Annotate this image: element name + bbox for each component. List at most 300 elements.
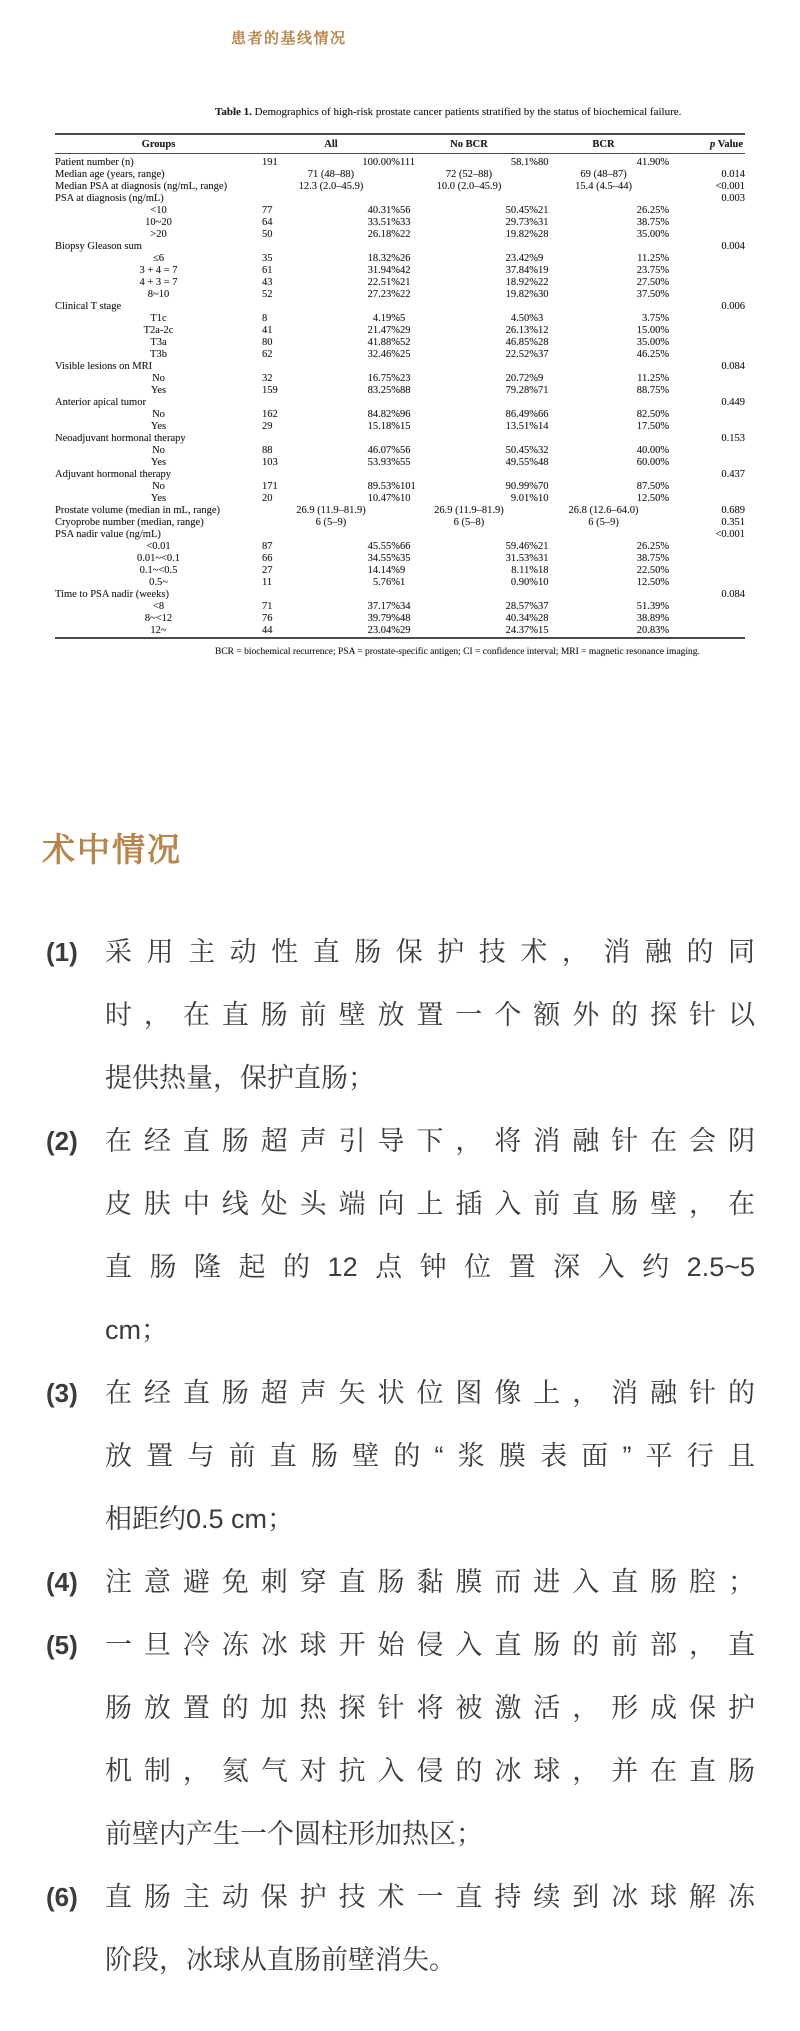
- table-cell: 18: [537, 565, 549, 577]
- table-cell: [262, 529, 669, 541]
- table-cell: 71: [537, 385, 549, 397]
- text-line: 前壁内产生一个圆柱形加热区；: [105, 1818, 483, 1849]
- table-cell: 27: [262, 565, 273, 577]
- item-text: [105, 1551, 755, 1614]
- table-cell: 10~20: [145, 217, 172, 229]
- table-cell: 15.00%: [636, 325, 670, 337]
- table-cell: T1c: [150, 313, 167, 325]
- table-cell: 159: [262, 385, 278, 397]
- list-item: [40, 1110, 755, 1362]
- table-row: [55, 229, 745, 241]
- table-row: [55, 313, 745, 325]
- table-cell: 31.53%: [505, 553, 538, 565]
- table-cell: 35: [399, 553, 411, 565]
- table-cell: 103: [262, 457, 278, 469]
- table-cell: PSA at diagnosis (ng/mL): [55, 193, 164, 205]
- table-cell: 89.53%: [367, 481, 400, 493]
- table-cell: [669, 349, 745, 361]
- table-cell: 38.75%: [636, 217, 670, 229]
- table-cell: [669, 337, 745, 349]
- table-cell: 0.014: [721, 169, 745, 181]
- table-cell: 27.23%: [367, 289, 400, 301]
- table-cell: [262, 469, 669, 481]
- table-cell: 58.1%: [510, 157, 538, 169]
- table-cell: 22.50%: [636, 565, 670, 577]
- table-row: [55, 457, 745, 469]
- table-cell: 34: [399, 601, 411, 613]
- table-cell: 66: [537, 409, 549, 421]
- table-row: [55, 529, 745, 541]
- table-cell: 9: [537, 373, 544, 385]
- table-cell: 50.45%: [505, 205, 538, 217]
- table-cell: [669, 457, 745, 469]
- table-cell: 0.003: [721, 193, 745, 205]
- table-cell: 4.19%: [372, 313, 400, 325]
- table-cell: 0.01~<0.1: [136, 553, 181, 565]
- table-cell: 5: [399, 313, 406, 325]
- table-cell: 0.084: [721, 589, 745, 601]
- table-cell: 29: [399, 625, 411, 637]
- col-all: All: [262, 134, 400, 154]
- table-cell: 37.84%: [505, 265, 538, 277]
- table-cell: 10: [399, 493, 411, 505]
- table-cell: 41.90%: [636, 157, 670, 169]
- table-row: [55, 301, 745, 313]
- table-row: [55, 181, 745, 193]
- table-row: [55, 541, 745, 553]
- table-cell: 70: [537, 481, 549, 493]
- text-line: 在经直肠超声引导下，将消融针在会阴: [105, 1125, 755, 1156]
- table-cell: 10: [537, 577, 549, 589]
- table-cell: 18.32%: [367, 253, 400, 265]
- text-line: 注意避免刺穿直肠黏膜而进入直肠腔；: [105, 1566, 755, 1597]
- table-cell: 26.18%: [367, 229, 400, 241]
- table-cell: 77: [262, 205, 273, 217]
- list-item: [40, 921, 755, 1110]
- table-cell: 71: [262, 601, 273, 613]
- table-cell: [669, 229, 745, 241]
- table-cell: 26.9 (11.9–81.9): [434, 505, 504, 517]
- list-item: [40, 1866, 755, 1992]
- table-row: [55, 601, 745, 613]
- table-cell: <8: [152, 601, 165, 613]
- section-title: 术中情况: [42, 830, 182, 868]
- table-cell: Yes: [150, 385, 167, 397]
- table-cell: 96: [399, 409, 411, 421]
- table-cell: 8: [262, 313, 268, 325]
- table-cell: 1: [399, 577, 406, 589]
- table-cell: 88: [399, 385, 411, 397]
- table-cell: 29: [262, 421, 273, 433]
- list-item: [40, 1551, 755, 1614]
- table-cell: Visible lesions on MRI: [55, 361, 153, 373]
- table-row: [55, 421, 745, 433]
- procedure-list: [0, 921, 800, 1998]
- table-cell: 12.50%: [636, 577, 670, 589]
- col-bcr: BCR: [538, 134, 669, 154]
- table-cell: <10: [150, 205, 167, 217]
- table-cell: [262, 397, 669, 409]
- table-cell: 35: [262, 253, 273, 265]
- table-cell: [669, 421, 745, 433]
- table-cell: 0.5~: [149, 577, 168, 589]
- table-cell: 48: [399, 613, 411, 625]
- table-row: [55, 589, 745, 601]
- table-cell: T3a: [150, 337, 167, 349]
- table-cell: 0.084: [721, 361, 745, 373]
- list-item: [40, 1362, 755, 1551]
- table-cell: 28: [537, 337, 549, 349]
- table-cell: 8.11%: [511, 565, 538, 577]
- table-cell: 33: [399, 217, 411, 229]
- table-cell: [669, 565, 745, 577]
- table-cell: 56: [399, 205, 411, 217]
- table-cell: 8~10: [147, 289, 170, 301]
- table-cell: [262, 589, 669, 601]
- table-cell: PSA nadir value (ng/mL): [55, 529, 161, 541]
- table-cell: Patient number (n): [55, 157, 134, 169]
- table-cell: 40.00%: [636, 445, 670, 457]
- table-cell: 34.55%: [367, 553, 400, 565]
- table-cell: 4 + 3 = 7: [139, 277, 178, 289]
- table-cell: 22: [399, 229, 411, 241]
- table-cell: 84.82%: [367, 409, 400, 421]
- table-cell: 0.1~<0.5: [139, 565, 178, 577]
- table-cell: [669, 205, 745, 217]
- table-cell: 10.0 (2.0–45.9): [436, 181, 502, 193]
- table-row: [55, 289, 745, 301]
- table-cell: 3 + 4 = 7: [139, 265, 178, 277]
- table-row: [55, 253, 745, 265]
- table-cell: 25: [399, 349, 411, 361]
- table-cell: 87: [262, 541, 273, 553]
- table-cell: 18.92%: [505, 277, 538, 289]
- table-row: [55, 361, 745, 373]
- table-cell: 23.75%: [636, 265, 670, 277]
- table-footnote: BCR = biochemical recurrence; PSA = prostate-specific antigen; CI = confidence interval; MRI = magnetic resonance imaging.: [215, 647, 700, 658]
- table-cell: 11.25%: [637, 253, 670, 265]
- table-cell: 38.75%: [636, 553, 670, 565]
- table-cell: 6 (5–8): [453, 517, 485, 529]
- table-cell: [669, 601, 745, 613]
- table-cell: 33.51%: [367, 217, 400, 229]
- text-line: 直肠隆起的12点钟位置深入约2.5~5: [105, 1251, 755, 1282]
- table-cell: 71 (48–88): [307, 169, 355, 181]
- table-cell: 3: [537, 313, 544, 325]
- table-cell: 17.50%: [636, 421, 670, 433]
- table-cell: [669, 289, 745, 301]
- table-cell: 62: [262, 349, 273, 361]
- table-cell: 76: [262, 613, 273, 625]
- table-cell: 28.57%: [505, 601, 538, 613]
- table-cell: 26.25%: [636, 205, 670, 217]
- table-cell: 15: [399, 421, 411, 433]
- table-cell: [669, 541, 745, 553]
- table-cell: 10: [537, 493, 549, 505]
- item-number: (3): [46, 1377, 78, 1408]
- table-cell: 30: [537, 289, 549, 301]
- table-cell: No: [152, 409, 165, 421]
- table-cell: 44: [262, 625, 273, 637]
- table-cell: 5.76%: [372, 577, 400, 589]
- table-cell: [669, 613, 745, 625]
- item-number: (4): [46, 1566, 78, 1597]
- table-cell: 9: [537, 253, 544, 265]
- table-cell: 0.006: [721, 301, 745, 313]
- table-cell: 4.50%: [510, 313, 538, 325]
- table-cell: 41.88%: [367, 337, 400, 349]
- table-cell: 52: [399, 337, 411, 349]
- table-cell: 101: [399, 481, 416, 493]
- table-cell: 28: [537, 613, 549, 625]
- table-cell: 12.50%: [636, 493, 670, 505]
- table-cell: 22: [537, 277, 549, 289]
- table-cell: 64: [262, 217, 273, 229]
- table-cell: 22.52%: [505, 349, 538, 361]
- table-cell: 56: [399, 445, 411, 457]
- table-row: [55, 517, 745, 529]
- table-cell: 37: [537, 601, 549, 613]
- table-row: [55, 337, 745, 349]
- table-cell: 66: [399, 541, 411, 553]
- table-cell: 6 (5–9): [315, 517, 347, 529]
- table-cell: 39.79%: [367, 613, 400, 625]
- table-cell: 31.94%: [367, 265, 400, 277]
- table-cell: Anterior apical tumor: [55, 397, 146, 409]
- table-row: [55, 565, 745, 577]
- table-cell: 100.00%: [362, 157, 400, 169]
- table-cell: [669, 577, 745, 589]
- table-cell: 0.689: [721, 505, 745, 517]
- table-cell: 6 (5–9): [588, 517, 619, 529]
- table-cell: 90.99%: [505, 481, 538, 493]
- table-cell: 0.449: [721, 397, 745, 409]
- table-cell: 0.351: [721, 517, 745, 529]
- table-cell: 9: [399, 565, 406, 577]
- table-cell: 50: [262, 229, 273, 241]
- table-cell: [669, 445, 745, 457]
- table-row: [55, 625, 745, 638]
- table-cell: 29.73%: [505, 217, 538, 229]
- table-cell: 49.55%: [505, 457, 538, 469]
- table-body: [55, 154, 745, 639]
- table-cell: 86.49%: [505, 409, 538, 421]
- table-header-row: [55, 134, 745, 154]
- table-cell: 66: [262, 553, 273, 565]
- table-cell: 35.00%: [636, 337, 670, 349]
- table-cell: 111: [399, 157, 415, 169]
- table-cell: Adjuvant hormonal therapy: [55, 469, 172, 481]
- table-figure: [55, 105, 745, 659]
- table-cell: 22.51%: [367, 277, 400, 289]
- table-cell: 38.89%: [636, 613, 670, 625]
- table-cell: 21: [537, 541, 549, 553]
- table-row: [55, 193, 745, 205]
- table-caption: [215, 105, 745, 120]
- text-line: 肠放置的加热探针将被激活，形成保护: [105, 1692, 755, 1723]
- table-cell: T3b: [150, 349, 167, 361]
- table-cell: 72 (52–88): [445, 169, 493, 181]
- table-row: [55, 433, 745, 445]
- item-text: [105, 1110, 755, 1362]
- table-cell: [669, 385, 745, 397]
- table-cell: 15.18%: [367, 421, 400, 433]
- table-row: [55, 469, 745, 481]
- col-no-bcr: No BCR: [400, 134, 538, 154]
- table-cell: 79.28%: [505, 385, 538, 397]
- table-row: [55, 385, 745, 397]
- table-cell: Yes: [150, 421, 167, 433]
- table-cell: <0.001: [715, 529, 745, 541]
- table-cell: [669, 409, 745, 421]
- table-cell: Clinical T stage: [55, 301, 122, 313]
- table-cell: 26.13%: [505, 325, 538, 337]
- table-cell: Biopsy Gleason sum: [55, 241, 142, 253]
- item-text: [105, 1362, 755, 1551]
- demographics-table: [55, 133, 745, 639]
- table-cell: 20: [262, 493, 273, 505]
- text-line: 在经直肠超声矢状位图像上，消融针的: [105, 1377, 755, 1408]
- table-cell: 0.90%: [510, 577, 538, 589]
- table-cell: 37.50%: [636, 289, 670, 301]
- table-cell: 16.75%: [367, 373, 400, 385]
- table-row: [55, 481, 745, 493]
- table-cell: 0.153: [721, 433, 745, 445]
- text-line: 时，在直肠前壁放置一个额外的探针以: [105, 999, 755, 1030]
- table-caption-label: Table 1.: [215, 106, 252, 118]
- table-cell: Cryoprobe number (median, range): [55, 517, 204, 529]
- table-cell: 0.437: [721, 469, 745, 481]
- item-number: (6): [46, 1881, 78, 1912]
- table-cell: [262, 193, 669, 205]
- table-cell: 27.50%: [636, 277, 670, 289]
- text-line: 机制，氦气对抗入侵的冰球，并在直肠: [105, 1755, 755, 1786]
- table-cell: 10.47%: [367, 493, 400, 505]
- table-cell: 21: [399, 277, 411, 289]
- table-cell: 15.4 (4.5–44): [575, 181, 632, 193]
- table-cell: 12: [537, 325, 549, 337]
- table-cell: [669, 481, 745, 493]
- table-cell: 171: [262, 481, 278, 493]
- text-line: 相距约0.5 cm；: [105, 1503, 295, 1534]
- table-cell: Yes: [150, 493, 167, 505]
- table-cell: 26: [399, 253, 411, 265]
- table-cell: 162: [262, 409, 278, 421]
- text-line: 一旦冷冻冰球开始侵入直肠的前部，直: [105, 1629, 755, 1660]
- table-cell: 21.47%: [367, 325, 400, 337]
- table-cell: Median PSA at diagnosis (ng/mL, range): [55, 181, 228, 193]
- table-cell: 22: [399, 289, 411, 301]
- table-cell: 80: [262, 337, 273, 349]
- table-row: [55, 373, 745, 385]
- table-cell: T2a-2c: [143, 325, 174, 337]
- table-cell: 60.00%: [636, 457, 670, 469]
- col-groups: Groups: [55, 134, 262, 154]
- table-cell: 20.83%: [636, 625, 670, 637]
- table-row: [55, 205, 745, 217]
- table-cell: 59.46%: [505, 541, 538, 553]
- table-cell: [262, 301, 669, 313]
- col-p-value: p Value: [669, 134, 745, 154]
- table-row: [55, 505, 745, 517]
- table-cell: 45.55%: [367, 541, 400, 553]
- table-cell: 46.07%: [367, 445, 400, 457]
- text-line: 采用主动性直肠保护技术，消融的同: [105, 936, 755, 967]
- table-cell: 20.72%: [505, 373, 538, 385]
- page-title: 患者的基线情况: [231, 30, 347, 47]
- table-cell: 26.9 (11.9–81.9): [296, 505, 366, 517]
- table-cell: 15: [537, 625, 549, 637]
- table-row: [55, 217, 745, 229]
- table-row: [55, 409, 745, 421]
- table-cell: 191: [262, 157, 278, 169]
- text-line: 直肠主动保护技术一直持续到冰球解冻: [105, 1881, 755, 1912]
- table-cell: 12.3 (2.0–45.9): [298, 181, 364, 193]
- table-cell: 32: [262, 373, 273, 385]
- table-cell: [669, 325, 745, 337]
- table-cell: 12~: [150, 625, 167, 637]
- item-text: [105, 921, 755, 1110]
- table-cell: 13.51%: [505, 421, 538, 433]
- table-cell: [669, 313, 745, 325]
- table-cell: 8~<12: [144, 613, 173, 625]
- table-row: [55, 613, 745, 625]
- table-cell: 28: [537, 229, 549, 241]
- table-cell: 26.25%: [636, 541, 670, 553]
- table-cell: 31: [537, 217, 549, 229]
- table-cell: [262, 241, 669, 253]
- table-cell: 35.00%: [636, 229, 670, 241]
- table-row: [55, 577, 745, 589]
- table-row: [55, 553, 745, 565]
- text-line: 皮肤中线处头端向上插入前直肠壁，在: [105, 1188, 755, 1219]
- table-cell: 26.8 (12.6–64.0): [568, 505, 639, 517]
- table-cell: 46.85%: [505, 337, 538, 349]
- table-caption-text: Demographics of high-risk prostate cancer patients stratified by the status of biochemical failure.: [251, 106, 682, 118]
- text-line: 阶段，冰球从直肠前壁消失。: [105, 1944, 456, 1975]
- table-cell: 46.25%: [636, 349, 670, 361]
- table-cell: [669, 217, 745, 229]
- table-cell: 21: [537, 205, 549, 217]
- table-cell: 31: [537, 553, 549, 565]
- text-line: 放置与前直肠壁的“浆膜表面”平行且: [105, 1440, 755, 1471]
- table-cell: No: [152, 373, 165, 385]
- table-cell: [669, 253, 745, 265]
- table-cell: 19.82%: [505, 289, 538, 301]
- table-cell: 37: [537, 349, 549, 361]
- table-cell: 3.75%: [641, 313, 670, 325]
- table-cell: 23.42%: [505, 253, 538, 265]
- table-cell: 32: [537, 445, 549, 457]
- table-cell: No: [152, 481, 165, 493]
- table-cell: 43: [262, 277, 273, 289]
- table-cell: ≤6: [152, 253, 164, 265]
- table-cell: 37.17%: [367, 601, 400, 613]
- table-cell: >20: [150, 229, 167, 241]
- table-row: [55, 169, 745, 181]
- table-row: [55, 397, 745, 409]
- item-text: [105, 1866, 755, 1992]
- table-row: [55, 445, 745, 457]
- table-cell: 87.50%: [636, 481, 670, 493]
- table-cell: <0.01: [146, 541, 171, 553]
- table-cell: Median age (years, range): [55, 169, 165, 181]
- table-cell: 52: [262, 289, 273, 301]
- table-cell: [669, 625, 745, 638]
- table-cell: 42: [399, 265, 411, 277]
- table-cell: 14.14%: [367, 565, 400, 577]
- table-cell: 41: [262, 325, 273, 337]
